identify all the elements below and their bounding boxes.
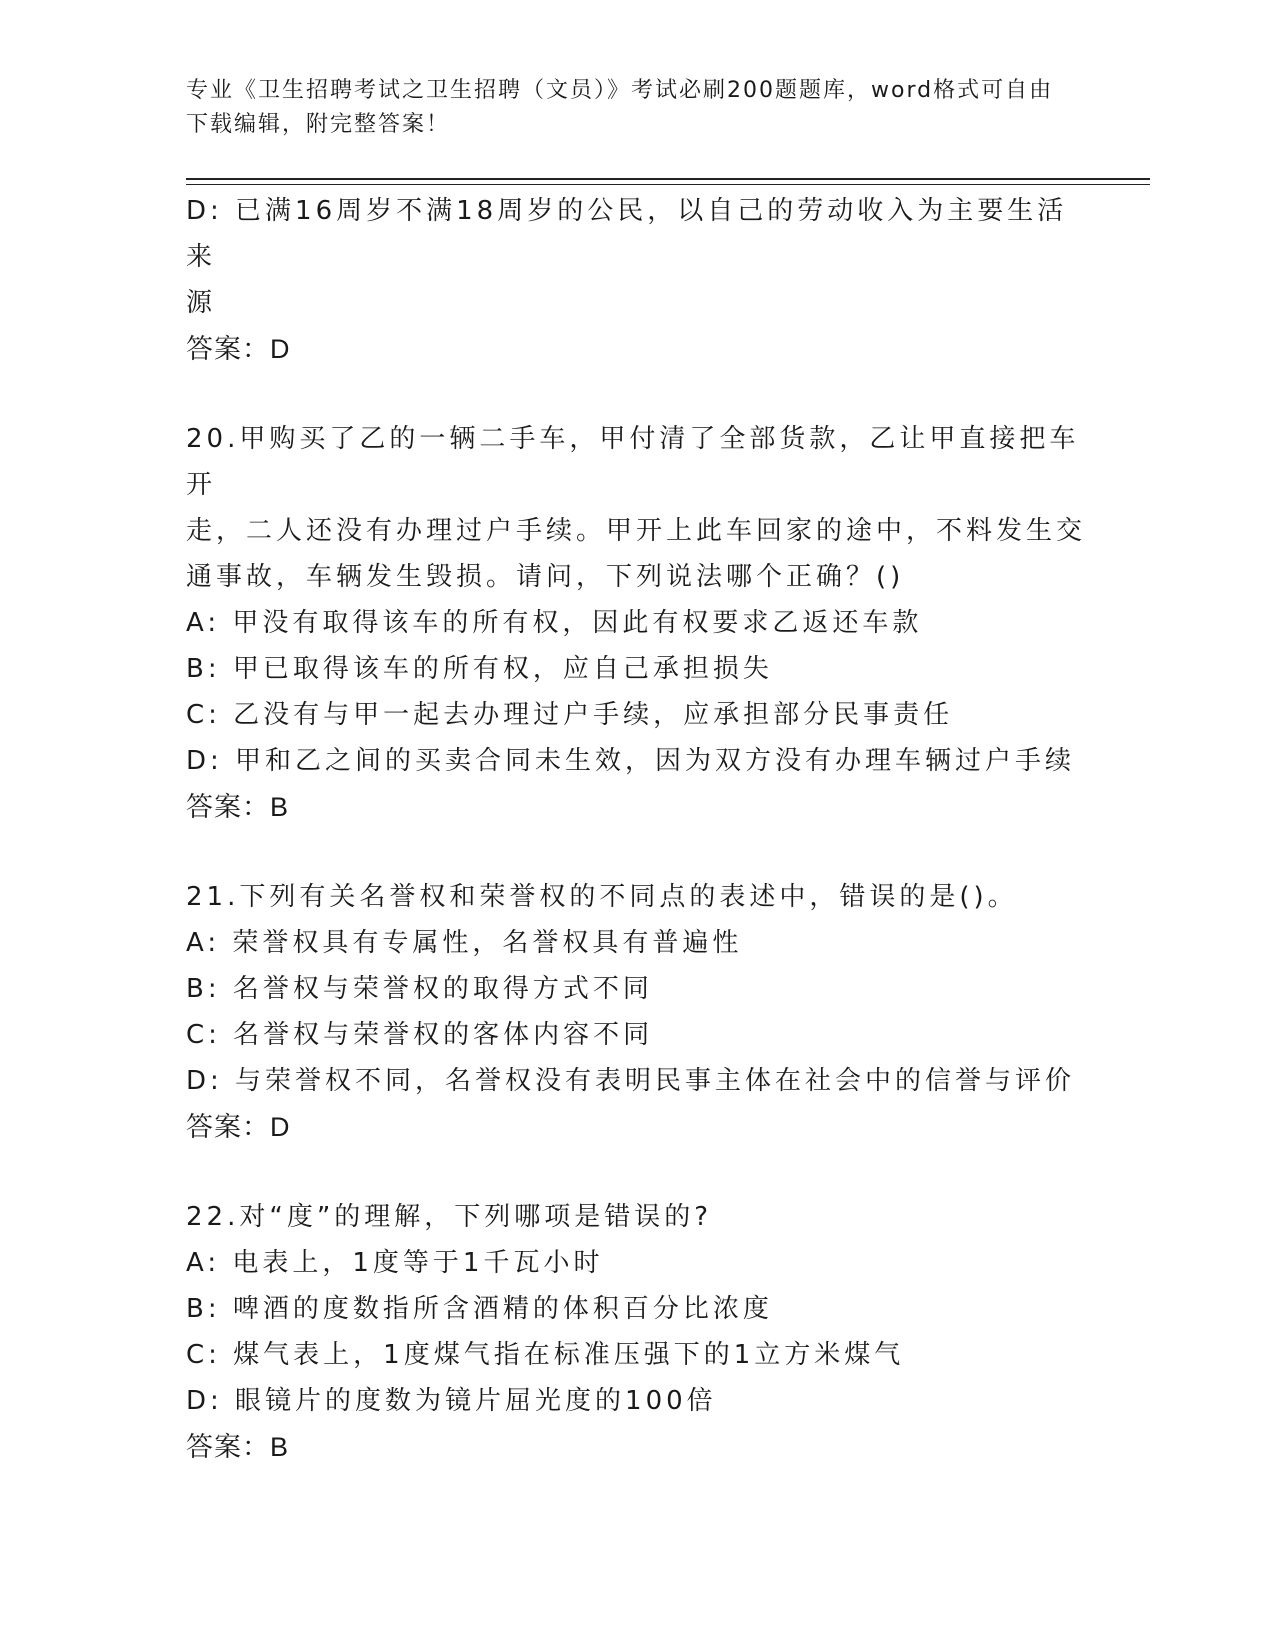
question-20: [186, 416, 1086, 830]
question-stem: 22.对“度”的理解，下列哪项是错误的?: [186, 1202, 713, 1232]
answer-line: 答案：D: [186, 334, 291, 364]
option-b: B: 名誉权与荣誉权的取得方式不同: [186, 974, 653, 1004]
document-body: [186, 188, 1086, 1470]
option-d: D: 与荣誉权不同，名誉权没有表明民事主体在社会中的信誉与评价: [186, 1066, 1076, 1096]
option-a: A: 甲没有取得该车的所有权，因此有权要求乙返还车款: [186, 608, 923, 638]
question-stem: 通事故，车辆发生毁损。请问，下列说法哪个正确？(): [186, 562, 905, 592]
answer-line: 答案：B: [186, 1432, 290, 1462]
question-22: [186, 1194, 1086, 1470]
answer-line: 答案：D: [186, 1112, 291, 1142]
spacer: [186, 372, 1086, 416]
header-divider-thin: [186, 184, 1150, 185]
answer-line: 答案：B: [186, 792, 290, 822]
option-d: D: 已满16周岁不满18周岁的公民，以自己的劳动收入为主要生活来: [186, 196, 1068, 272]
option-c: C: 乙没有与甲一起去办理过户手续，应承担部分民事责任: [186, 700, 954, 730]
option-a: A: 电表上，1度等于1千瓦小时: [186, 1248, 604, 1278]
option-b: B: 甲已取得该车的所有权，应自己承担损失: [186, 654, 773, 684]
question-stem: 20.甲购买了乙的一辆二手车，甲付清了全部货款，乙让甲直接把车开: [186, 424, 1080, 500]
spacer: [186, 1150, 1086, 1194]
question-stem: 走，二人还没有办理过户手续。甲开上此车回家的途中，不料发生交: [186, 516, 1087, 546]
question-stem: 21.下列有关名誉权和荣誉权的不同点的表述中，错误的是()。: [186, 882, 1018, 912]
option-d: D: 甲和乙之间的买卖合同未生效，因为双方没有办理车辆过户手续: [186, 746, 1076, 776]
spacer: [186, 830, 1086, 874]
option-b: B: 啤酒的度数指所含酒精的体积百分比浓度: [186, 1294, 773, 1324]
option-d-continued: 源: [186, 288, 217, 318]
header-divider-thick: [186, 178, 1150, 180]
question-21: [186, 874, 1086, 1150]
continued-question: [186, 188, 1086, 372]
document-header: 专业《卫生招聘考试之卫生招聘（文员）》考试必刷200题题库，word格式可自由下载编辑，附完整答案！: [186, 78, 1054, 137]
option-a: A: 荣誉权具有专属性，名誉权具有普遍性: [186, 928, 743, 958]
option-c: C: 煤气表上，1度煤气指在标准压强下的1立方米煤气: [186, 1340, 905, 1370]
option-c: C: 名誉权与荣誉权的客体内容不同: [186, 1020, 654, 1050]
option-d: D: 眼镜片的度数为镜片屈光度的100倍: [186, 1386, 717, 1416]
